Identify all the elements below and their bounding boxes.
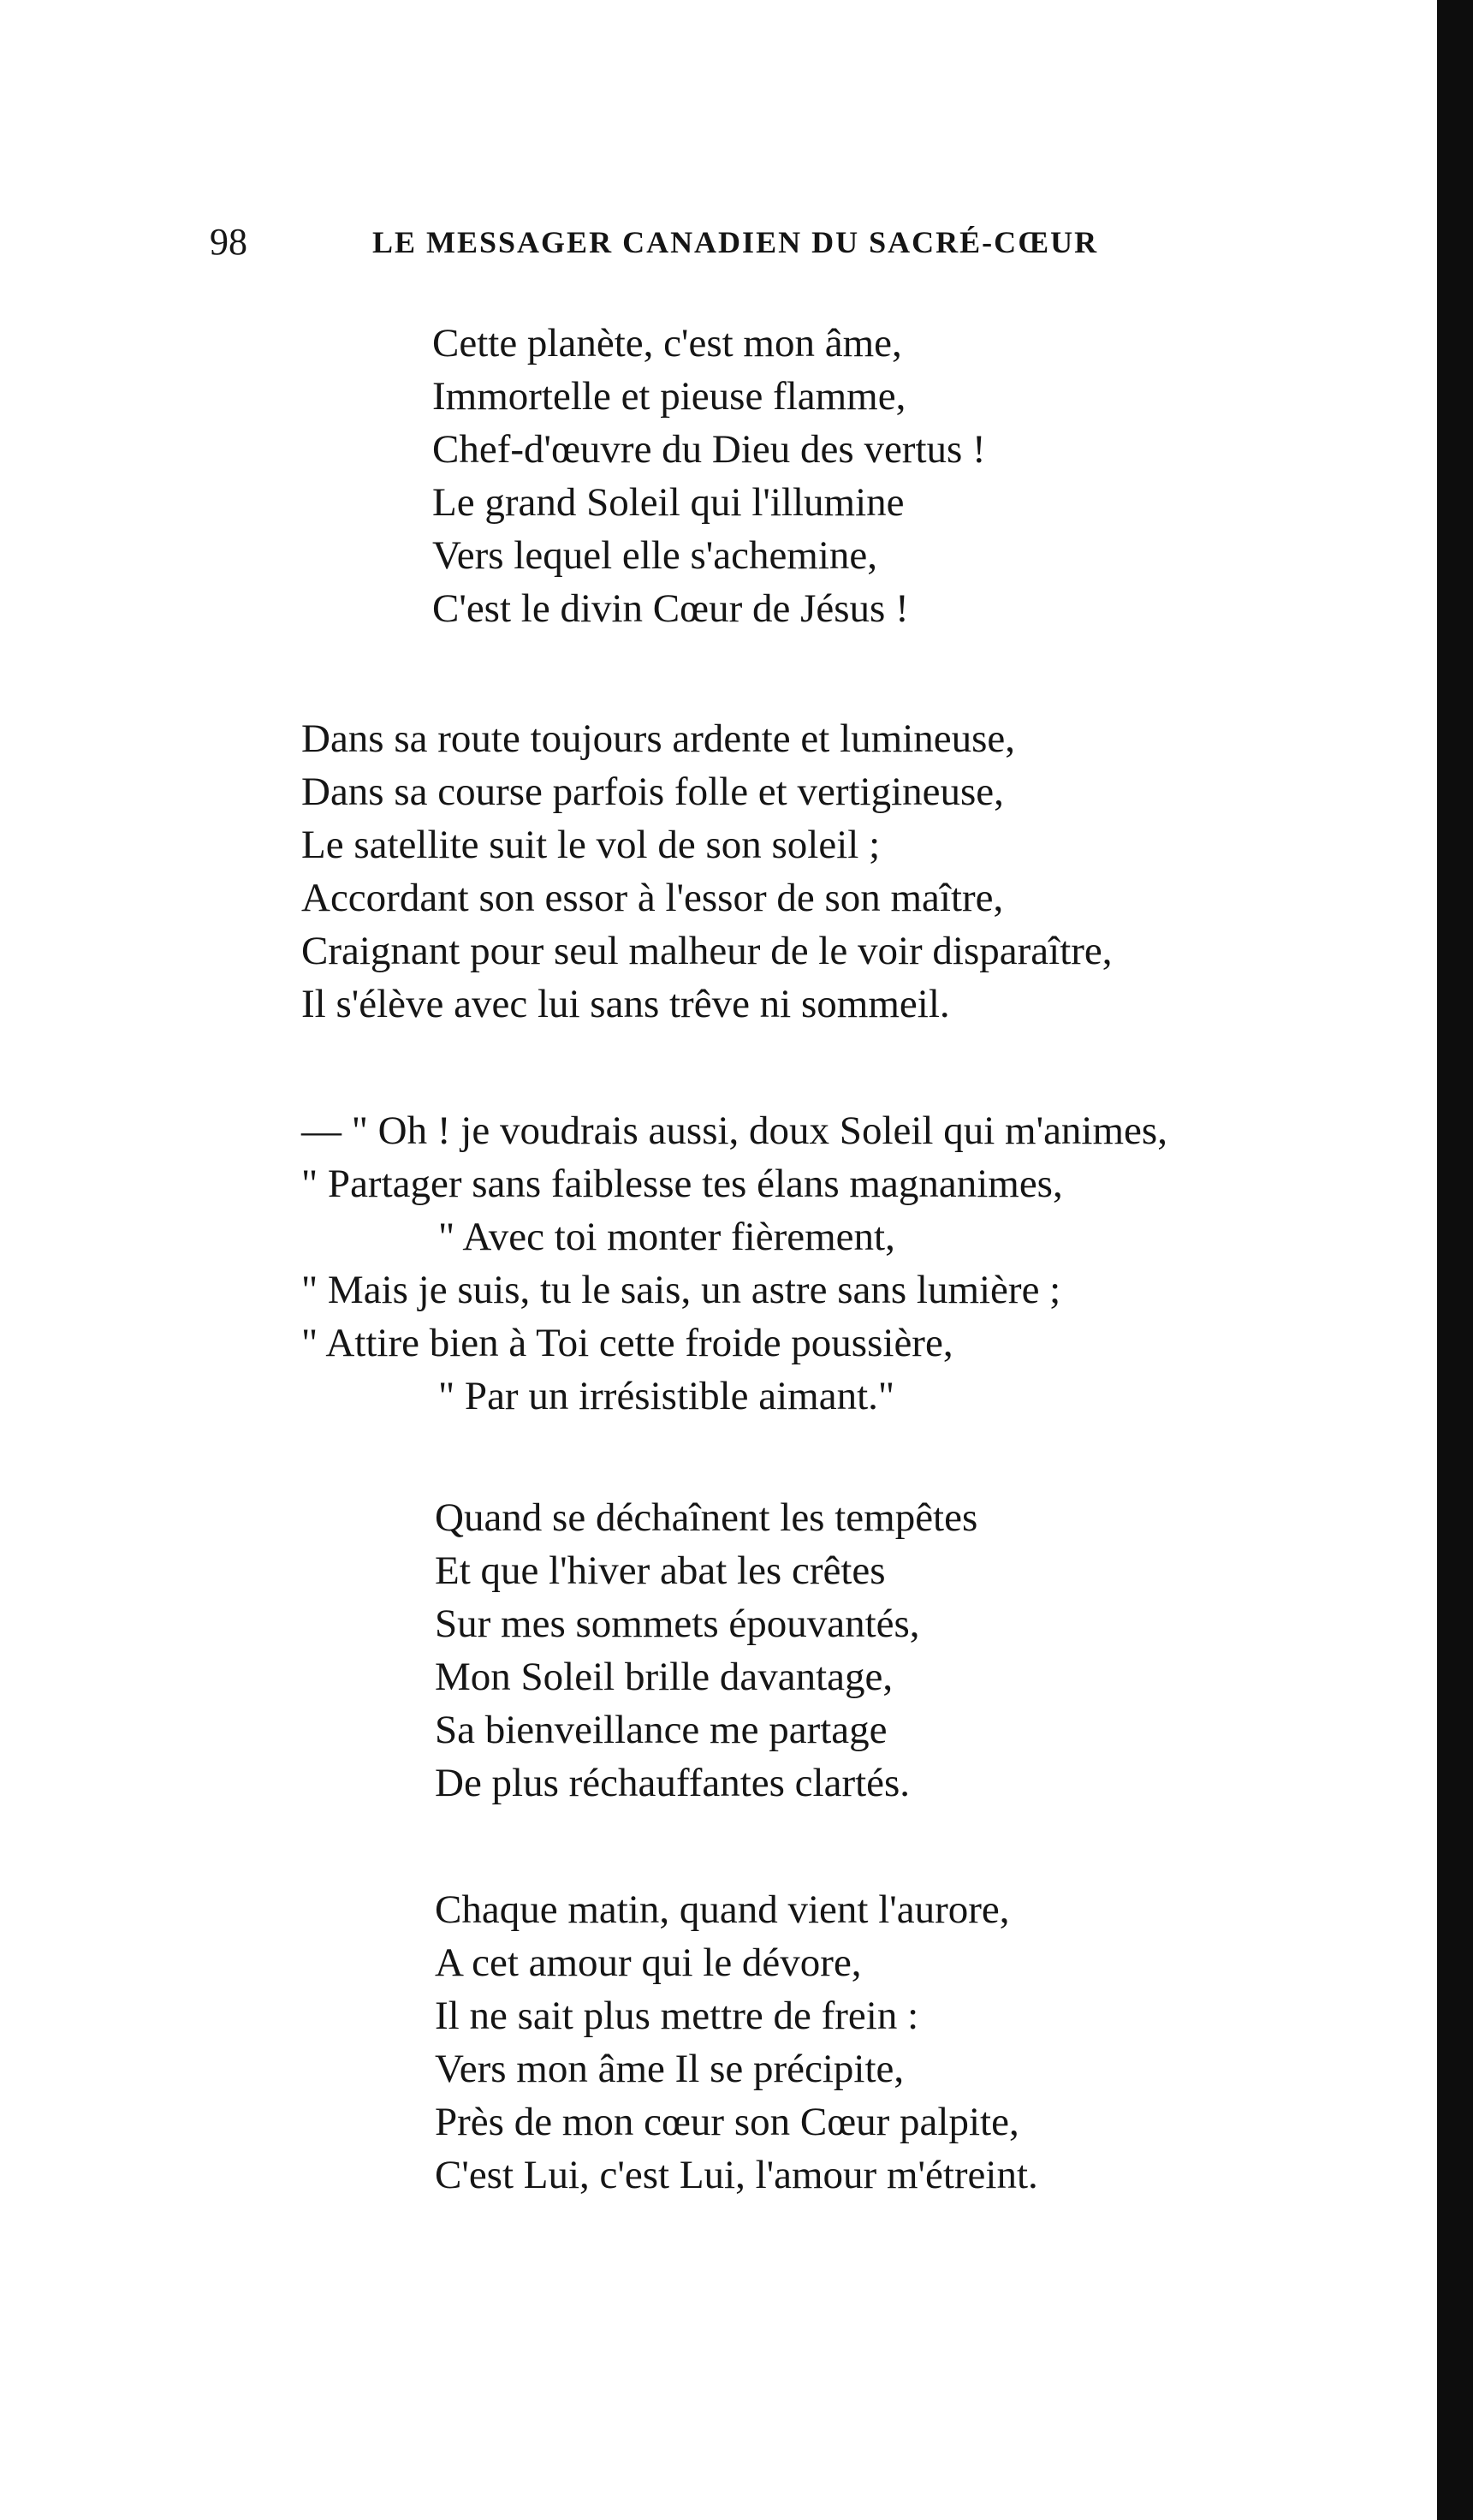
verse-line: Craignant pour seul malheur de le voir disparaître, [301, 929, 1113, 973]
verse-line: Vers lequel elle s'achemine, [432, 533, 878, 578]
verse-line: Chef-d'œuvre du Dieu des vertus ! [432, 427, 986, 472]
verse-line: Dans sa course parfois folle et vertigineuse, [301, 770, 1004, 814]
verse-line: Vers mon âme Il se précipite, [435, 2047, 905, 2091]
page-edge-shadow [1437, 0, 1473, 2520]
verse-line: C'est Lui, c'est Lui, l'amour m'étreint. [435, 2153, 1038, 2197]
verse-line: Le satellite suit le vol de son soleil ; [301, 823, 881, 867]
verse-line: A cet amour qui le dévore, [435, 1941, 862, 1985]
stanza-1 [432, 317, 986, 635]
verse-line: Dans sa route toujours ardente et lumineuse, [301, 716, 1016, 761]
verse-line: " Attire bien à Toi cette froide poussière, [301, 1321, 953, 1365]
verse-line: Le grand Soleil qui l'illumine [432, 480, 905, 525]
stanza-3 [301, 1104, 1167, 1423]
verse-line: Et que l'hiver abat les crêtes [435, 1548, 886, 1593]
verse-line: Chaque matin, quand vient l'aurore, [435, 1887, 1010, 1932]
verse-line: De plus réchauffantes clartés. [435, 1761, 911, 1805]
verse-line: " Partager sans faiblesse tes élans magnanimes, [301, 1162, 1063, 1206]
verse-line: Cette planète, c'est mon âme, [432, 321, 902, 366]
verse-line: Quand se déchaînent les tempêtes [435, 1495, 978, 1540]
stanza-2 [301, 712, 1113, 1031]
page-header [210, 212, 1220, 272]
verse-line: Sur mes sommets épouvantés, [435, 1602, 920, 1646]
stanza-5 [435, 1883, 1038, 2202]
verse-line: Accordant son essor à l'essor de son maître, [301, 876, 1004, 920]
verse-line: " Avec toi monter fièrement, [438, 1215, 895, 1259]
verse-line: — " Oh ! je voudrais aussi, doux Soleil qui m'animes, [301, 1108, 1167, 1153]
page-number: 98 [210, 221, 247, 263]
verse-line: Près de mon cœur son Cœur palpite, [435, 2100, 1019, 2144]
verse-line: Il ne sait plus mettre de frein : [435, 1994, 919, 2038]
verse-line: " Mais je suis, tu le sais, un astre sans lumière ; [301, 1268, 1061, 1312]
running-title: LE MESSAGER CANADIEN DU SACRÉ-CŒUR [372, 225, 1099, 259]
verse-line: Il s'élève avec lui sans trêve ni sommeil. [301, 982, 950, 1026]
verse-line: Mon Soleil brille davantage, [435, 1655, 894, 1699]
verse-line: " Par un irrésistible aimant." [438, 1374, 895, 1418]
verse-line: C'est le divin Cœur de Jésus ! [432, 586, 909, 631]
verse-line: Sa bienveillance me partage [435, 1708, 888, 1752]
stanza-4 [435, 1491, 977, 1810]
verse-line: Immortelle et pieuse flamme, [432, 374, 906, 419]
